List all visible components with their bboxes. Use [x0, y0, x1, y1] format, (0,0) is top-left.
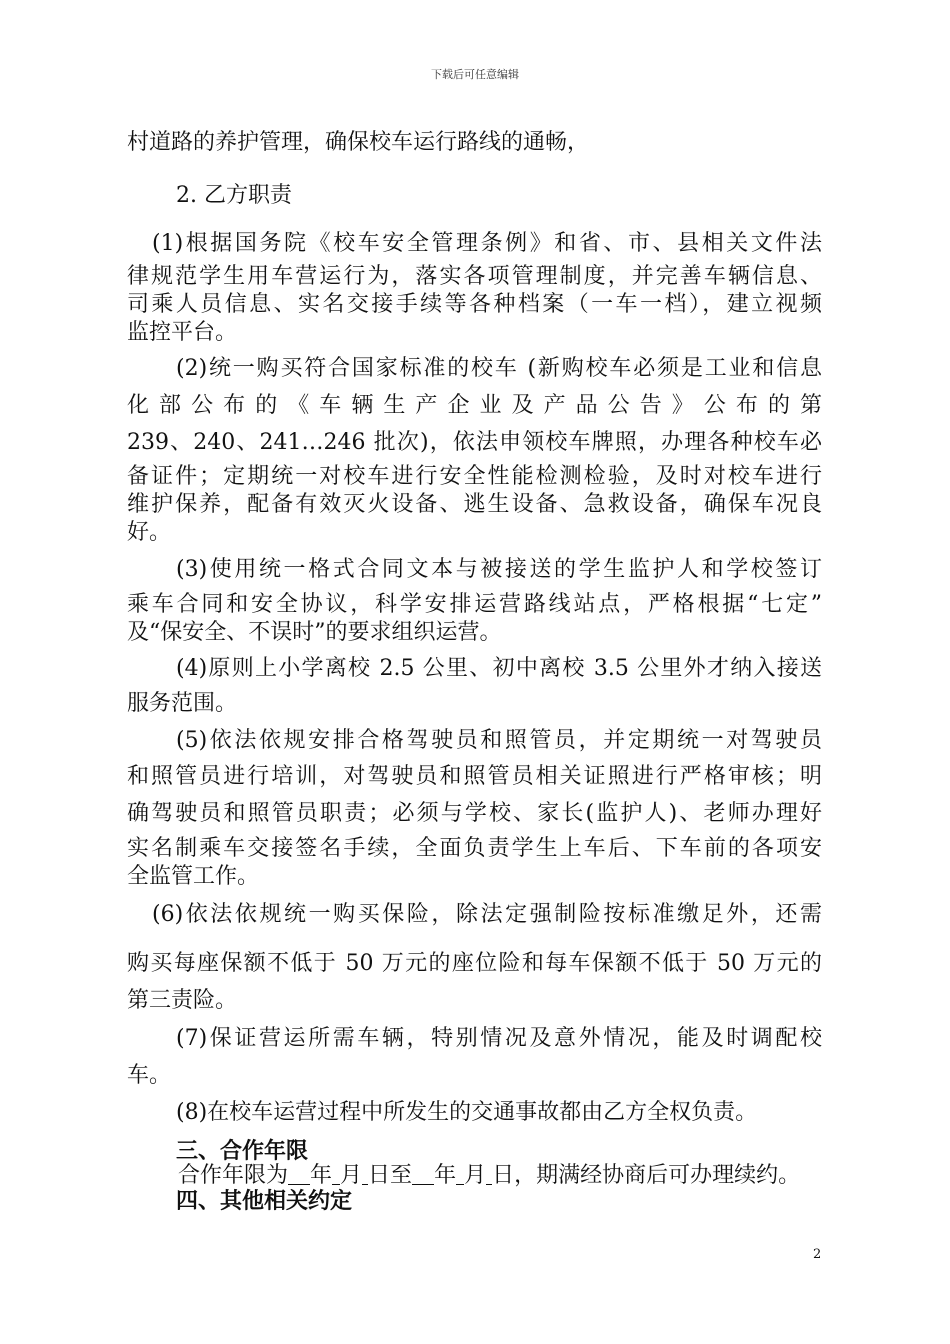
term-day-1: 日至 [368, 1163, 413, 1188]
term-month-1: 月 [340, 1163, 363, 1188]
body-line: 乘车合同和安全协议，科学安排运营路线站点，严格根据“七定” [127, 592, 822, 617]
body-line: 监控平台。 [127, 320, 238, 345]
body-line: 化部公布的《车辆生产企业及产品公告》公布的第 [127, 393, 822, 418]
body-line: (1)根据国务院《校车安全管理条例》和省、市、县相关文件法 [152, 231, 822, 256]
body-line: 好。 [127, 520, 172, 545]
body-line: (3)使用统一格式合同文本与被接送的学生监护人和学校签订 [176, 557, 822, 582]
body-line: 车。 [127, 1063, 172, 1088]
section-heading-party-b-duties: 2. 乙方职责 [176, 183, 292, 208]
body-line: 备证件；定期统一对校车进行安全性能检测检验，及时对校车进行 [127, 464, 822, 489]
body-line: 服务范围。 [127, 691, 238, 716]
body-line: 司乘人员信息、实名交接手续等各种档案（一车一档），建立视频 [127, 292, 822, 317]
term-year-1: 年 [310, 1163, 333, 1188]
body-line: (8)在校车运营过程中所发生的交通事故都由乙方全权负责。 [176, 1100, 758, 1125]
term-prefix: 合作年限为 [178, 1163, 289, 1188]
body-line: (6)依法依规统一购买保险，除法定强制险按标准缴足外，还需 [152, 902, 822, 927]
body-line: 实名制乘车交接签名手续，全面负责学生上车后、下车前的各项安 [127, 836, 822, 861]
term-line [178, 1162, 800, 1190]
body-line: 及“保安全、不误时”的要求组织运营。 [127, 620, 502, 645]
page-header: 下载后可任意编辑 [431, 68, 519, 81]
page-number: 2 [813, 1247, 822, 1262]
body-line: 维护保养，配备有效灭火设备、逃生设备、急救设备，确保车况良 [127, 492, 822, 517]
month-blank [456, 1164, 464, 1185]
body-line: 第三责险。 [127, 988, 238, 1013]
body-line: 确驾驶员和照管员职责；必须与学校、家长(监护人)、老师办理好 [127, 801, 822, 826]
body-line: 和照管员进行培训，对驾驶员和照管员相关证照进行严格审核；明 [127, 764, 822, 789]
section-heading-term: 三、合作年限 [176, 1138, 309, 1164]
month-blank [332, 1164, 340, 1185]
body-line: 律规范学生用车营运行为，落实各项管理制度，并完善车辆信息、 [127, 264, 822, 289]
body-line: (4)原则上小学离校 2.5 公里、初中离校 3.5 公里外才纳入接送 [176, 656, 822, 681]
year-blank [288, 1164, 310, 1185]
body-line: (7)保证营运所需车辆，特别情况及意外情况，能及时调配校 [176, 1026, 822, 1051]
year-blank [412, 1164, 434, 1185]
term-year-2: 年 [434, 1163, 457, 1188]
body-line: 购买每座保额不低于 50 万元的座位险和每车保额不低于 50 万元的 [127, 951, 822, 976]
term-month-2: 月 [464, 1163, 487, 1188]
section-heading-other: 四、其他相关约定 [176, 1188, 353, 1214]
term-suffix: 日，期满经协商后可办理续约。 [492, 1163, 801, 1188]
body-line: 239、240、241…246 批次)，依法申领校车牌照，办理各种校车必 [127, 430, 822, 455]
body-line: 村道路的养护管理，确保校车运行路线的通畅， [127, 130, 590, 155]
body-line: 全监管工作。 [127, 864, 260, 889]
body-line: (2)统一购买符合国家标准的校车 (新购校车必须是工业和信息 [176, 356, 822, 381]
body-line: (5)依法依规安排合格驾驶员和照管员，并定期统一对驾驶员 [176, 728, 822, 753]
